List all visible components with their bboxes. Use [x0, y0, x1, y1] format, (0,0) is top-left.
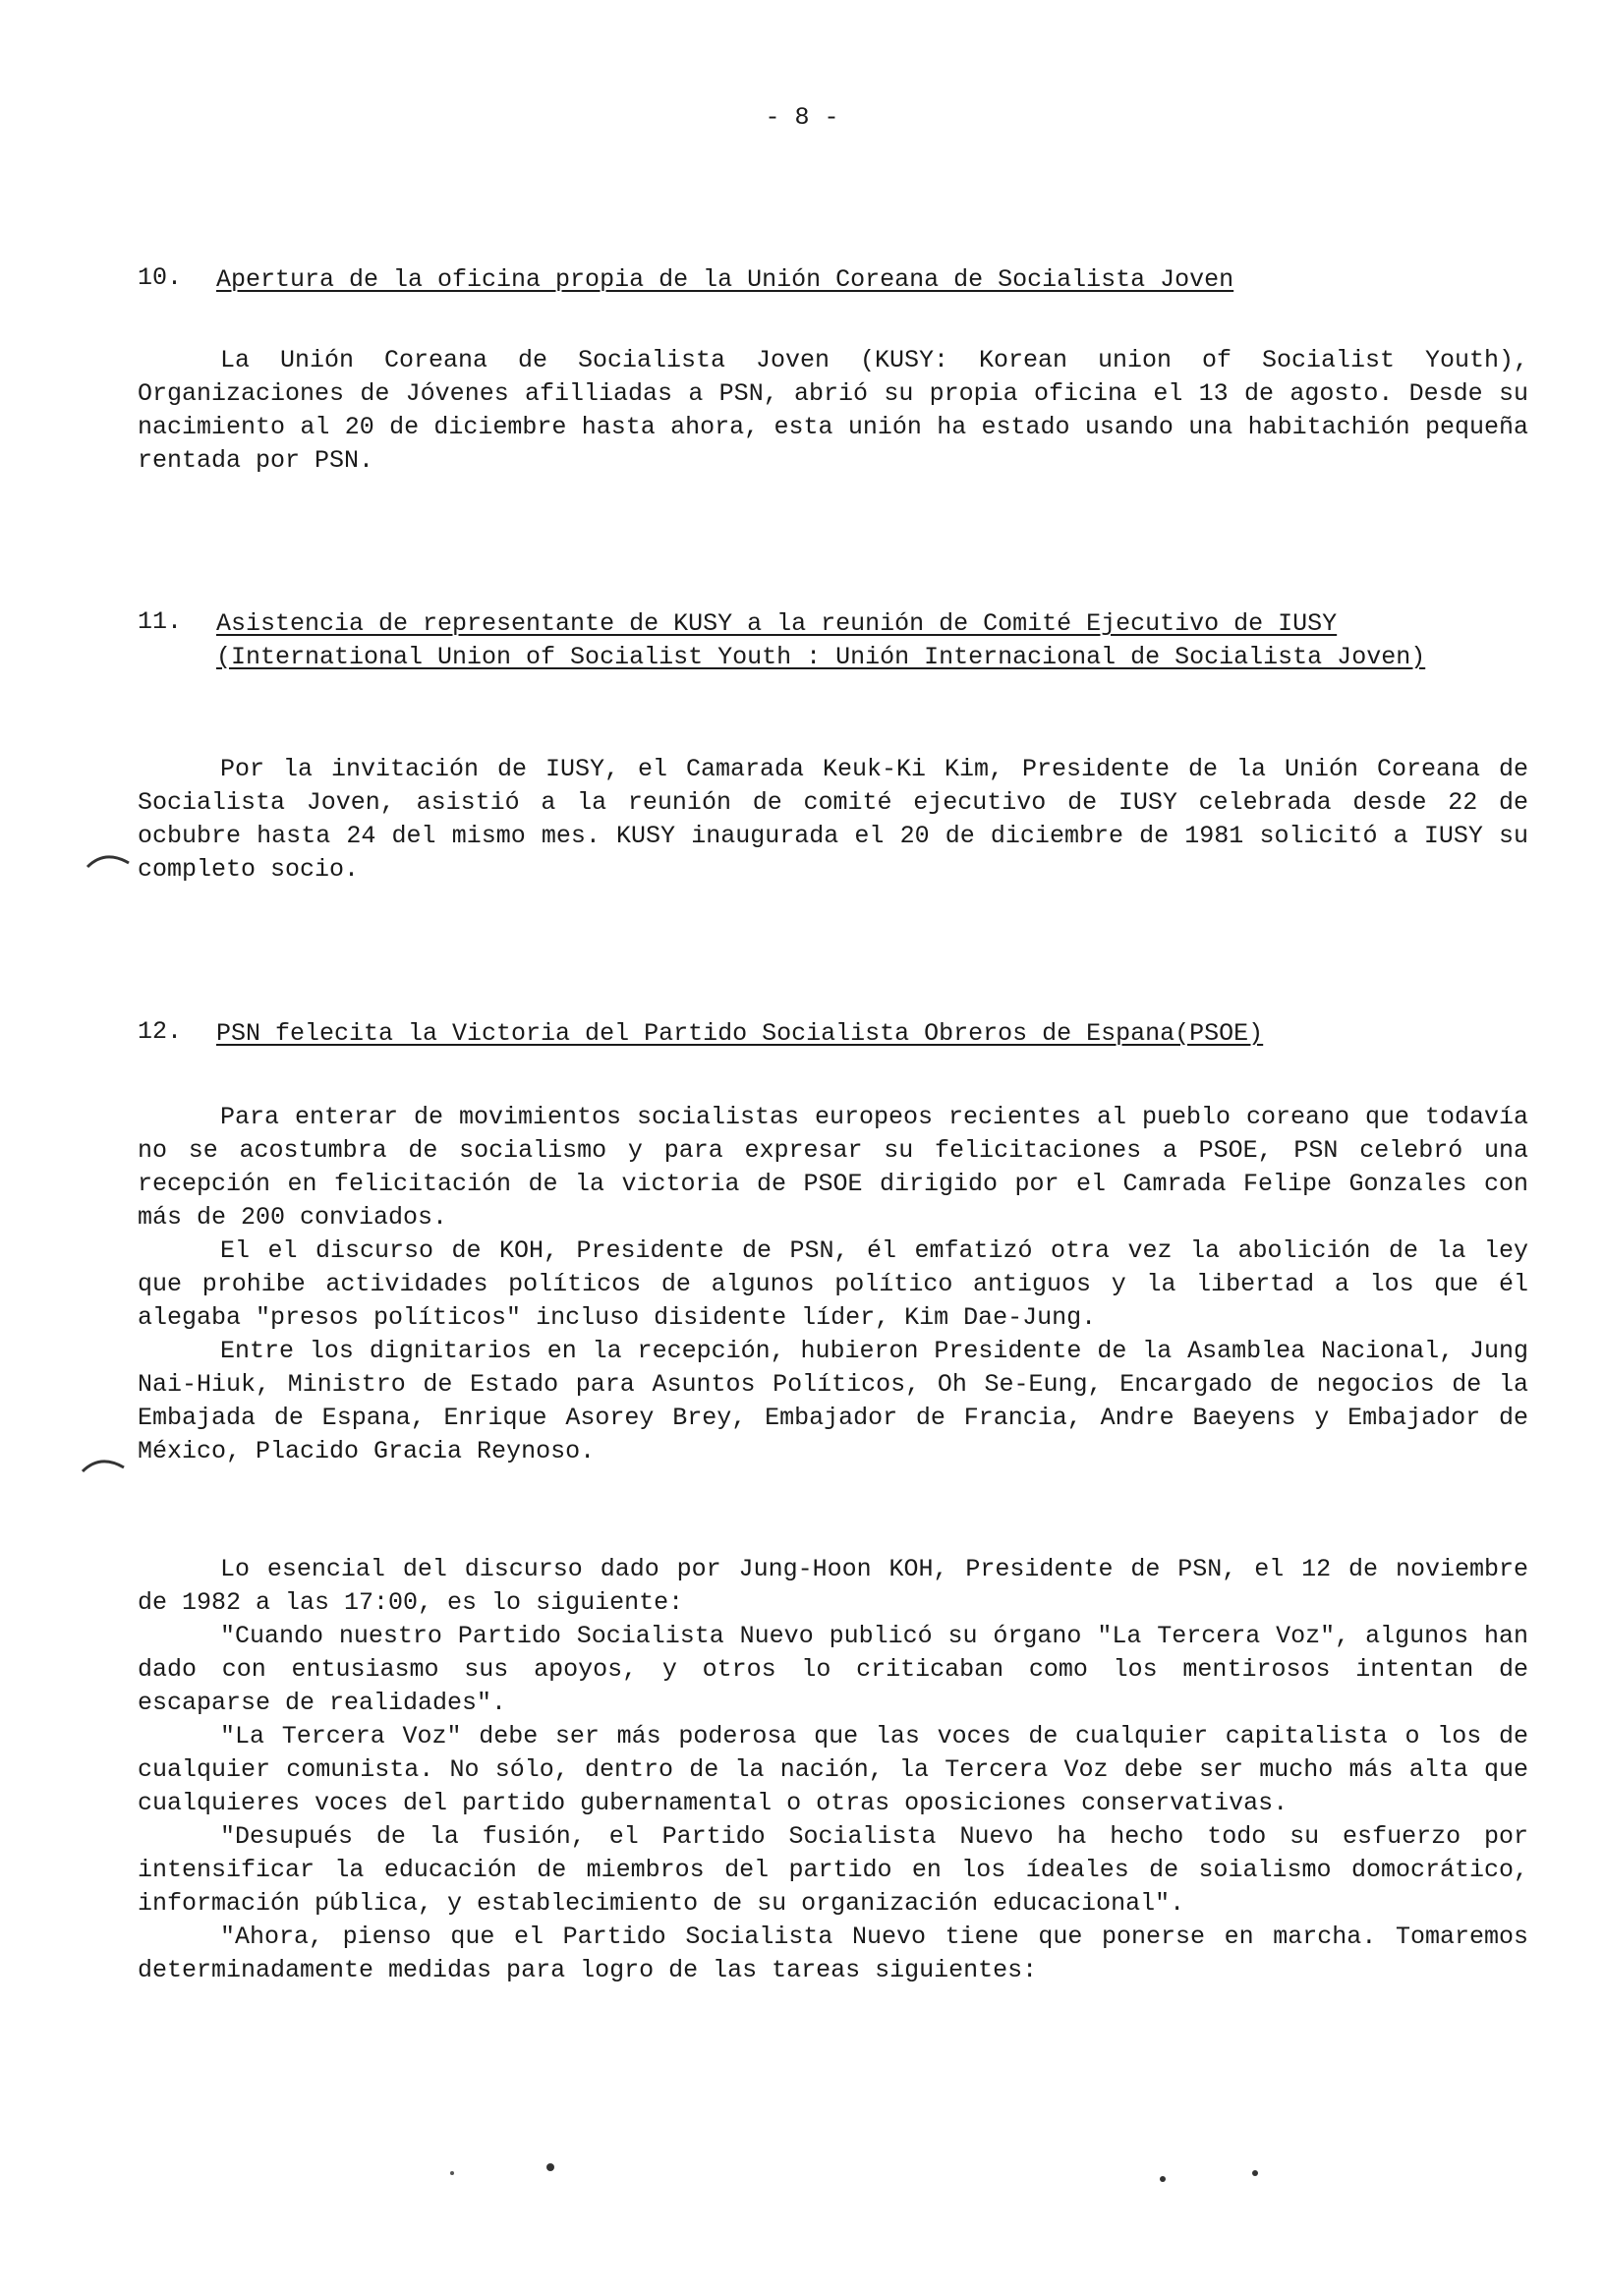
quote-paragraph: "La Tercera Voz" debe ser más poderosa que las voces de cualquier capitalista o los de cualquier comunista. No sólo, dentro de la nación, la Tercera Voz debe ser mucho más alta que cualquieres voces del partido gubernamental o otras oposiciones conservativas.: [138, 1722, 1528, 1817]
section-12-heading: [138, 1017, 1533, 1051]
quote-paragraph: "Ahora, pienso que el Partido Socialista Nuevo tiene que ponerse en marcha. Tomaremos determinadamente medidas para logro de las tareas siguientes:: [138, 1923, 1528, 1984]
section-11-body: [138, 753, 1528, 887]
speech-body: [138, 1553, 1528, 1987]
paragraph: La Unión Coreana de Socialista Joven (KUSY: Korean union of Socialist Youth), Organizaciones de Jóvenes afilliadas a PSN, abrió su propia oficina el 13 de agosto. Desde su nacimiento al 20 de diciembre hasta ahora, esta unión ha estado usando una habitachión pequeña rentada por PSN.: [138, 346, 1528, 475]
paragraph: Por la invitación de IUSY, el Camarada Keuk-Ki Kim, Presidente de la Unión Coreana de Socialista Joven, asistió a la reunión de comité ejecutivo de IUSY celebrada desde 22 de ocbubre hasta 24 del mismo mes. KUSY inaugurada el 20 de diciembre de 1981 solicitó a IUSY su completo socio.: [138, 755, 1528, 884]
section-title: PSN felecita la Victoria del Partido Socialista Obreros de Espana(PSOE): [216, 1019, 1264, 1048]
section-12-body: [138, 1101, 1528, 1468]
section-number: 10.: [138, 263, 183, 292]
speck-icon: [432, 2157, 570, 2187]
paragraph: Lo esencial del discurso dado por Jung-Hoon KOH, Presidente de PSN, el 12 de noviembre de 1982 a las 17:00, es lo siguiente:: [138, 1555, 1528, 1617]
section-title: Asistencia de representante de KUSY a la reunión de Comité Ejecutivo de IUSY (International Union of Socialist Youth : Unión Internacional de Socialista Joven): [216, 609, 1426, 671]
speck-icon: [1145, 2157, 1283, 2197]
section-number: 11.: [138, 607, 183, 636]
quote-paragraph: "Desupués de la fusión, el Partido Socialista Nuevo ha hecho todo su esfuerzo por intensificar la educación de miembros del partido en los ídeales de soialismo domocrático, información pública, y establecimiento de su organización educacional".: [138, 1822, 1528, 1918]
section-11-heading: [138, 607, 1533, 674]
punch-mark-icon: [84, 845, 143, 875]
quote-paragraph: "Cuando nuestro Partido Socialista Nuevo publicó su órgano "La Tercera Voz", algunos han dado con entusiasmo sus apoyos, y otros lo criticaban como los mentirosos intentan de escaparse de realidades".: [138, 1622, 1528, 1717]
section-number: 12.: [138, 1017, 183, 1046]
paragraph: Entre los dignitarios en la recepción, hubieron Presidente de la Asamblea Nacional, Jung Nai-Hiuk, Ministro de Estado para Asuntos Políticos, Oh Se-Eung, Encargado de negocios de la Embajada de Espana, Enrique Asorey Brey, Embajador de Francia, Andre Baeyens y Embajador de México, Placido Gracia Reynoso.: [138, 1337, 1528, 1465]
punch-mark-icon: [79, 1450, 138, 1479]
section-title: Apertura de la oficina propia de la Unión Coreana de Socialista Joven: [216, 265, 1234, 294]
section-10-body: [138, 344, 1528, 478]
section-10-heading: [138, 263, 1533, 297]
paragraph: Para enterar de movimientos socialistas europeos recientes al pueblo coreano que todavía no se acostumbra de socialismo y para expresar su felicitaciones a PSOE, PSN celebró una recepción en felicitación de la victoria de PSOE dirigido por el Camrada Felipe Gonzales con más de 200 conviados.: [138, 1103, 1528, 1232]
page-number: - 8 -: [765, 103, 839, 132]
paragraph: El el discurso de KOH, Presidente de PSN, él emfatizó otra vez la abolición de la ley que prohibe actividades políticos de algunos político antiguos y la libertad a los que él alegaba "presos políticos" incluso disidente líder, Kim Dae-Jung.: [138, 1236, 1528, 1332]
